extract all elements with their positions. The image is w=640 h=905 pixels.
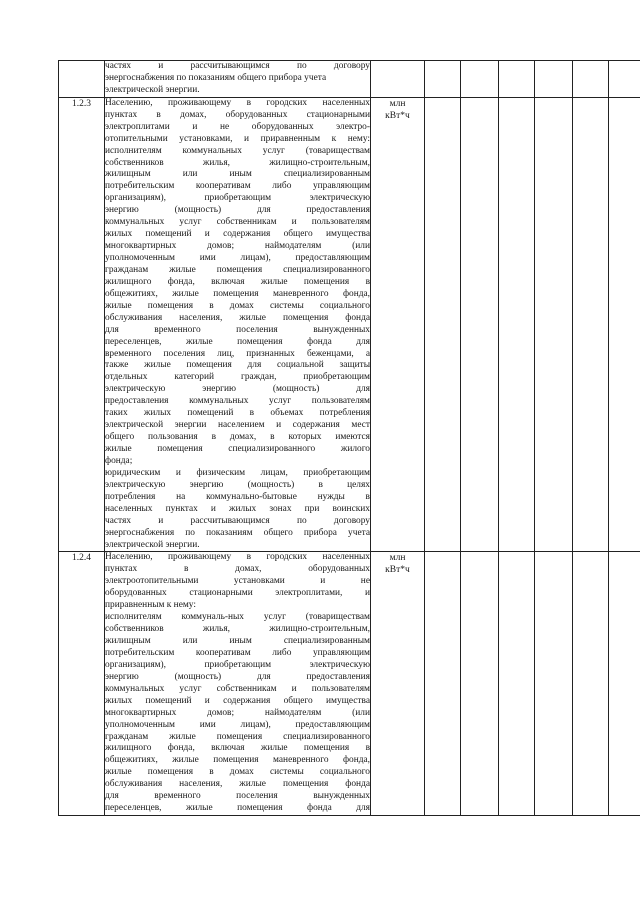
row-number: 1.2.4 — [59, 552, 105, 816]
description-line: уполномоченным ими лицам), предоставляющим — [105, 719, 370, 730]
value-cell — [425, 552, 461, 816]
description-line: таких жилых помещений в объемах потребления — [105, 408, 370, 419]
description-line: жилищным или иным специализированным — [105, 169, 370, 180]
unit-line: кВт*ч — [385, 110, 410, 121]
description-line: жилищного фонда, включая жилые помещения в — [105, 743, 370, 754]
unit-cell — [371, 61, 425, 98]
description-line: обслуживания населения, жилые помещения фонда — [105, 779, 370, 790]
description-line: электроплитами и не оборудованных электро- — [105, 121, 370, 132]
description-line: электрическую энергию (мощность) для — [105, 384, 370, 395]
description-line: энергоснабжения по показаниям общего прибора учета — [105, 72, 327, 83]
description-line: жилые помещения специализированного жилого — [105, 444, 370, 454]
value-cell — [499, 552, 535, 816]
value-cell — [535, 61, 573, 98]
row-description — [105, 61, 371, 98]
description-line: многоквартирных домов; наймодателям (или — [105, 707, 370, 718]
description-line: уполномоченным ими лицам), предоставляющим — [105, 253, 370, 263]
description-line: жилых помещений и содержания общего имущества — [105, 229, 370, 240]
description-line: электрической энергии. — [105, 84, 200, 95]
description-line: жилые помещения в домах системы социального — [105, 300, 370, 311]
value-cell — [535, 97, 573, 552]
value-cell — [425, 61, 461, 98]
description-line: пунктах в домах, оборудованных стационарными — [105, 109, 370, 120]
description-line: организациям), приобретающим электрическую — [105, 659, 370, 670]
description-line: исполнителям коммуналь-ных услуг (товариществам — [105, 612, 370, 623]
description-line: энергию (мощность) для предоставления — [105, 671, 370, 682]
description-line: гражданам жилые помещения специализированного — [105, 731, 370, 742]
value-cell — [425, 97, 461, 552]
description-line: жилые помещения в домах системы социального — [105, 767, 370, 778]
description-line: общежитиях, жилые помещения маневренного фонда, — [105, 288, 370, 299]
value-cell — [535, 552, 573, 816]
description-line: электрическую энергию (мощность) в целях — [105, 479, 370, 490]
table-row — [59, 97, 640, 552]
description-line: потребительским кооперативам либо управляющим — [105, 181, 370, 192]
description-line: энергию (мощность) для предоставления — [105, 205, 370, 216]
description-line: Населению, проживающему в городских населенных — [105, 552, 370, 563]
description-line: исполнителям коммунальных услуг (товариществам — [105, 145, 370, 156]
row-number — [59, 61, 105, 98]
description-line: для временного поселения вынужденных — [105, 791, 370, 802]
unit-cell — [371, 552, 425, 816]
description-line: электрической энергии. — [105, 539, 200, 550]
description-line: гражданам жилые помещения специализированного — [105, 264, 370, 275]
table-row — [59, 61, 640, 98]
row-description — [105, 97, 371, 552]
description-line: жилищным или иным специализированным — [105, 636, 370, 646]
row-number: 1.2.3 — [59, 97, 105, 552]
value-cell — [461, 61, 499, 98]
value-cell — [573, 552, 609, 816]
value-cell — [461, 552, 499, 816]
description-line: частях и рассчитывающимся по договору — [105, 61, 370, 71]
table-row — [59, 552, 640, 816]
description-line: приравненным к нему: — [105, 600, 196, 611]
value-cell — [499, 61, 535, 98]
description-line: жилищного фонда, включая жилые помещения в — [105, 276, 370, 287]
value-cell — [609, 552, 640, 816]
description-line: отдельных категорий граждан, приобретающим — [105, 372, 370, 383]
description-line: частях и рассчитывающимся по договору — [105, 515, 370, 526]
description-line: оборудованных стационарными электроплитами, и — [105, 588, 370, 599]
description-line: электрической энергии населением и содержания мест — [105, 420, 370, 431]
description-line: Населению, проживающему в городских населенных — [105, 97, 370, 108]
table-body — [59, 61, 640, 816]
description-line: многоквартирных домов; наймодателям (или — [105, 241, 370, 252]
description-line: временного поселения лиц, признанных беженцами, а — [105, 348, 370, 359]
description-line: предоставления коммунальных услуг пользователям — [105, 396, 370, 407]
description-line: электроотопительными установками и не — [105, 576, 370, 587]
description-line: населенных пунктах и жилых зонах при воинских — [105, 503, 370, 514]
description-line: потребления на коммунально-бытовые нужды в — [105, 491, 370, 502]
value-cell — [573, 97, 609, 552]
description-line: общежитиях, жилые помещения маневренного фонда, — [105, 755, 370, 766]
description-line: для временного поселения вынужденных — [105, 324, 370, 335]
unit-line: млн — [389, 98, 406, 109]
description-line: переселенцев, жилые помещения фонда для — [105, 336, 370, 347]
value-cell — [461, 97, 499, 552]
unit-cell — [371, 97, 425, 552]
description-line: потребительским кооперативам либо управляющим — [105, 647, 370, 658]
description-line: юридическим и физическим лицам, приобретающим — [105, 467, 370, 478]
description-line: обслуживания населения, жилые помещения фонда — [105, 312, 370, 323]
tariff-table — [58, 60, 640, 816]
row-description — [105, 552, 371, 816]
description-line: организациям), приобретающим электрическую — [105, 193, 370, 204]
description-line: энергоснабжения по показаниям общего прибора учета — [105, 527, 370, 538]
description-line: также жилые помещения для социальной защиты — [105, 360, 370, 371]
description-line: собственников жилья, жилищно-строительным, — [105, 157, 370, 168]
unit-line: кВт*ч — [385, 565, 410, 576]
description-line: пунктах в домах, оборудованных — [105, 564, 370, 575]
unit-line: млн — [389, 553, 406, 564]
value-cell — [499, 97, 535, 552]
value-cell — [609, 97, 640, 552]
description-line: переселенцев, жилые помещения фонда для — [105, 803, 370, 814]
description-line: фонда; — [105, 455, 133, 466]
description-line: собственников жилья, жилищно-строительным, — [105, 624, 370, 635]
description-line: коммунальных услуг собственникам и пользователям — [105, 683, 370, 694]
description-line: отопительными установками, и приравненным к нему: — [105, 133, 370, 144]
description-line: жилых помещений и содержания общего имущества — [105, 695, 370, 706]
value-cell — [609, 61, 640, 98]
description-line: коммунальных услуг собственникам и пользователям — [105, 217, 370, 228]
description-line: общего пользования в домах, в которых имеются — [105, 432, 370, 443]
value-cell — [573, 61, 609, 98]
